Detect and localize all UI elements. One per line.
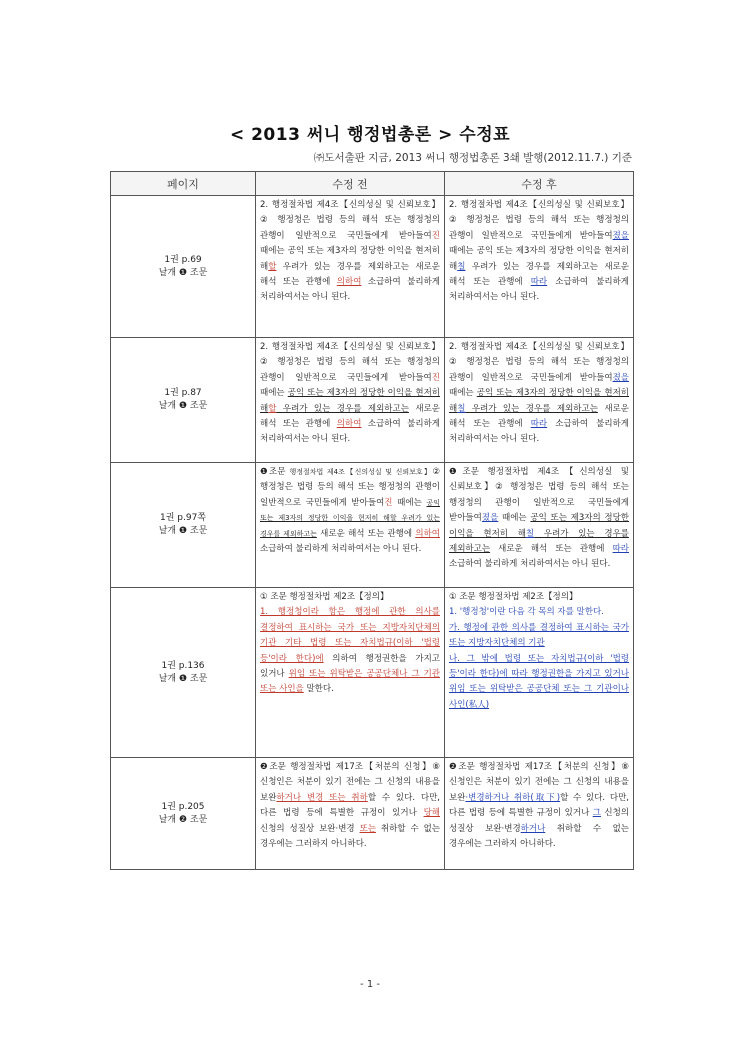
revised-fragment: 따라 [530, 419, 548, 430]
text-fragment: 신청의 성질상 보완·변경 [260, 823, 360, 834]
before-text [256, 338, 445, 463]
revised-fragment: 1. '행정청'이란 다음 각 목의 자를 말한다. [449, 607, 604, 618]
text-fragment: 새로운 해석 또는 관행에 [490, 544, 613, 555]
location: 날개 ❶ 조문 [158, 673, 208, 684]
table-row [111, 463, 634, 588]
text-fragment: 때에는 [392, 497, 427, 508]
text-fragment: 2. 행정절차법 제4조【신의성실 및 신뢰보호】② 행정청은 법령 등의 해석 또는 행정청의 관행이 일반적으로 국민들에게 받아들여 [449, 200, 629, 241]
revised-fragment: 할 [268, 261, 277, 272]
page-cell [111, 196, 256, 338]
text-fragment: 새로운 해석 또는 관행에 [260, 403, 440, 430]
location: 날개 ❶ 조문 [158, 267, 208, 278]
revised-fragment: 칠 [457, 261, 466, 272]
text-fragment: 말한다. [303, 684, 334, 695]
text-fragment: 때에는 [449, 388, 477, 399]
after-text [445, 196, 634, 338]
text-fragment: 우려가 있는 경우를 제외하고는 [276, 403, 409, 414]
table-header-row [111, 172, 634, 196]
text-fragment: 때에는 [498, 513, 531, 524]
revised-fragment: 진 [431, 372, 440, 383]
header-before: 수정 전 [256, 172, 445, 196]
header-page: 페이지 [111, 172, 256, 196]
text-fragment: ② 행정청은 법령 등의 해석 또는 행정청의 관행이 일반적으로 국민들에게 받아들여 [260, 467, 440, 508]
errata-table [110, 171, 634, 870]
text-fragment: 소급하여 불리하게 처리하여서는 아니 된다. [449, 419, 629, 445]
revised-fragment: ·변경하거나 취하(取下) [465, 792, 561, 803]
location: 날개 ❶ 조문 [158, 401, 208, 411]
document-subtitle: ㈜도서출판 지금, 2013 써니 행정법총론 3쇄 발행(2012.11.7.) 기준 [313, 152, 632, 164]
revised-fragment: 행정권한을 가지고 있거나 위임 또는 위탁받은 공공단체 또는 그 기관이나 사인(私人) [449, 669, 629, 710]
text-fragment: 새로운 해석 또는 관행에 [449, 403, 629, 430]
revised-fragment: 칠 [457, 403, 466, 414]
revised-fragment: 의하여 [336, 277, 362, 288]
before-text [256, 758, 445, 870]
revised-fragment: 따라 [612, 544, 629, 555]
after-text [445, 338, 634, 463]
text-fragment: 소급하여 불리하게 처리하여서는 아니 된다. [449, 559, 611, 570]
page-cell [111, 588, 256, 758]
table-row [111, 758, 634, 870]
revised-fragment: 진 [384, 497, 393, 508]
revised-fragment: 또는 [359, 823, 376, 834]
revised-fragment: 의하여 [336, 419, 362, 430]
location: 날개 ❶ 조문 [158, 526, 208, 536]
page-number: - 1 - [360, 979, 380, 990]
before-text [256, 196, 445, 338]
text-fragment: 공익 또는 제3자의 정당한 이익을 현저히 해 [449, 513, 630, 539]
revised-fragment: 진 [431, 230, 440, 241]
before-text [256, 588, 445, 758]
text-fragment: 우려가 있는 경우를 제외하고는 [449, 528, 629, 555]
after-text [445, 758, 634, 870]
table-row [111, 196, 634, 338]
revised-fragment: 그 [592, 808, 601, 819]
text-fragment: ① 조문 행정절차법 제2조【정의】 [449, 592, 578, 602]
revised-fragment: 당해 [423, 808, 440, 819]
revised-fragment: 칠 [525, 528, 535, 539]
page-cell [111, 338, 256, 463]
text-fragment: 새로운 해석 또는 관행에 [316, 528, 416, 539]
table-row [111, 338, 634, 463]
revised-fragment: 하거나 변경 또는 취하 [276, 792, 368, 803]
text-fragment: ❷조문 행정절차법 제17조【처분의 신청】⑧ 신청인은 처분이 있기 전에는 그 신청의 내용을 보완 [449, 762, 629, 803]
page-ref: 1권 p.205 [161, 801, 205, 812]
revised-fragment: 하거나 [520, 823, 546, 834]
revised-fragment: 가. 행정에 관한 의사를 결정하여 표시하는 국가 또는 지방자치단체의 기관 [449, 622, 629, 649]
text-fragment: 공익 또는 제3자의 정당한 이익을 현저히 해 [260, 388, 440, 414]
text-fragment: 소급하여 불리하게 처리하여서는 아니 된다. [260, 277, 440, 303]
text-fragment: ❶조문 행정절차법 제4조【신의성실 및 신뢰보호】② 행정청은 법령 등의 해석 또는 행정청의 관행이 일반적으로 국민들에게 받아들여 [449, 467, 629, 524]
page-ref: 1권 p.69 [164, 254, 202, 265]
page-ref: 1권 p.87 [164, 388, 202, 398]
text-fragment: 의하여 행정권한을 가지고 있거나 [260, 653, 440, 680]
revised-fragment: 졌을 [612, 230, 629, 241]
page-ref: 1권 p.97쪽 [159, 513, 206, 523]
revised-fragment: 따라 [530, 277, 548, 288]
revised-fragment: 할 [268, 403, 277, 414]
text-fragment: 행정절차법 제4조【신의성실 및 신뢰보호】 [289, 468, 433, 476]
text-fragment: 때에는 [260, 388, 288, 399]
revised-fragment: 졌을 [612, 372, 629, 383]
text-fragment: 할 수 있다. 다만, 다른 법령 등에 특별한 규정이 있거나 [449, 792, 629, 819]
text-fragment: 2. 행정절차법 제4조【신의성실 및 신뢰보호】② 행정청은 법령 등의 해석 또는 행정청의 관행이 일반적으로 국민들에게 받아들여 [260, 200, 440, 241]
text-fragment: 2. 행정절차법 제4조【신의성실 및 신뢰보호】② 행정청은 법령 등의 해석 또는 행정청의 관행이 일반적으로 국민들에게 받아들여 [260, 342, 440, 383]
text-fragment: 소급하여 불리하게 처리하여서는 아니 된다. [260, 419, 440, 445]
page-cell [111, 758, 256, 870]
location: 날개 ❷ 조문 [158, 814, 208, 825]
text-fragment: ❷조문 행정절차법 제17조【처분의 신청】⑧ 신청인은 처분이 있기 전에는 그 신청의 내용을 보완 [260, 762, 440, 803]
text-fragment: 우려가 있는 경우를 제외하고는 새로운 해석 또는 관행에 [260, 261, 440, 288]
page-cell [111, 463, 256, 588]
text-fragment: 2. 행정절차법 제4조【신의성실 및 신뢰보호】② 행정청은 법령 등의 해석 또는 행정청의 관행이 일반적으로 국민들에게 받아들여 [449, 342, 629, 383]
text-fragment: 공익 또는 제3자의 정당한 이익을 현저히 해할 우려가 있는 경우를 제외하고는 [260, 498, 440, 538]
document-title: < 2013 써니 행정법총론 > 수정표 [229, 125, 511, 145]
text-fragment: 우려가 있는 경우를 제외하고는 [465, 403, 598, 414]
text-fragment: 우려가 있는 경우를 제외하고는 새로운 해석 또는 관행에 [449, 261, 629, 288]
header-after: 수정 후 [445, 172, 634, 196]
table-row [111, 588, 634, 758]
revised-fragment: 졌을 [481, 513, 499, 524]
after-text [445, 588, 634, 758]
before-text [256, 463, 445, 588]
text-fragment: 공익 또는 제3자의 정당한 이익을 현저히 해 [449, 388, 629, 414]
text-fragment: 할 수 있다. 다만, 다른 법령 등에 특별한 규정이 있거나 [260, 792, 440, 819]
revised-fragment: 나. 그 밖에 법령 또는 자치법규(이하 '법령 등'이라 한다)에 따라 [449, 653, 629, 680]
text-fragment: 소급하여 불리하게 처리하여서는 아니 된다. [260, 544, 422, 555]
text-fragment: ❶조문 [260, 467, 290, 477]
text-fragment: 신청의 성질상 보완·변경 [449, 808, 629, 834]
text-fragment: 소급하여 불리하게 처리하여서는 아니 된다. [449, 277, 629, 303]
revised-fragment: 위임 또는 위탁받은 공공단체나 그 기관 또는 사인을 [260, 669, 440, 695]
revised-fragment: 1. 행정청이라 함은 행정에 관한 의사를 결정하여 표시하는 국가 또는 지방자치단체의 기관 기타 법령 또는 자치법규(이하 '법령 등'이라 한다)에 [260, 607, 440, 664]
text-fragment: 때에는 공익 또는 제3자의 정당한 이익을 현저히 해 [260, 246, 440, 272]
page-ref: 1권 p.136 [161, 660, 205, 671]
text-fragment: 때에는 공익 또는 제3자의 정당한 이익을 현저히 해 [449, 246, 629, 272]
text-fragment: 취하할 수 없는 경우에는 그러하지 아니하다. [449, 823, 629, 850]
text-fragment: ① 조문 행정절차법 제2조【정의】 [260, 592, 389, 602]
after-text [445, 463, 634, 588]
text-fragment: 취하할 수 없는 경우에는 그러하지 아니하다. [260, 823, 441, 850]
revised-fragment: 의하여 [415, 528, 440, 539]
